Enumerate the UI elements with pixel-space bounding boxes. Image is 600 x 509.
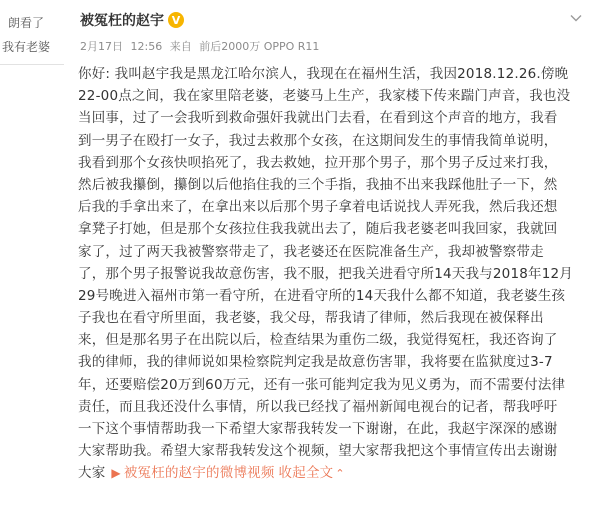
fragment-text-2: 我有老婆 bbox=[2, 40, 51, 54]
post-line: 家了，过了两天我被警察带走了，我老婆还在医院准备生产，我却被警察带走 bbox=[78, 243, 544, 260]
video-link[interactable] bbox=[111, 462, 274, 484]
post-line: 29号晚进入福州市第一看守所，在进看守所的14天我什么都不知道，我老婆生孩 bbox=[78, 287, 566, 304]
post-date[interactable]: 2月17日 bbox=[80, 40, 123, 53]
post-line: 你好: 我叫赵宇我是黑龙江哈尔滨人，我现在在福州生活，我因2018.12.26.傍晚 bbox=[78, 66, 569, 82]
verified-v-icon: V bbox=[168, 12, 184, 28]
post-line: 然后被我攥倒，攥倒以后他掐住我的三个手指，我抽不出来我踩他肚子一下，然 bbox=[78, 176, 558, 193]
post-line: 当回事，过了一会我听到救命强奸我就出门去看，在看到这个声音的地方，我看 bbox=[78, 110, 558, 127]
post-line: 责任，而且我还没什么事情，所以我已经找了福州新闻电视台的记者，帮我呼吁 bbox=[78, 398, 558, 415]
chevron-up-icon[interactable]: ⌃ bbox=[335, 467, 345, 481]
post-author[interactable] bbox=[80, 10, 184, 30]
post-line: 来，但是那名男子在出院以后，检查结果为重伤二级，我觉得冤枉，我还咨询了 bbox=[78, 332, 558, 349]
post-last-line bbox=[78, 462, 594, 484]
post-line: 到一男子在殴打一女子，我过去救那个女孩，在这期间发生的事情我简单说明， bbox=[78, 132, 558, 149]
collapse-text-link[interactable]: 收起全文 bbox=[278, 465, 334, 482]
video-play-icon: ▶ bbox=[111, 466, 121, 481]
previous-post-fragment bbox=[0, 0, 64, 509]
divider bbox=[0, 64, 64, 65]
post-line: 年，还要赔偿20万到60万元，还有一张可能判定我为见义勇为，而不需要付法律 bbox=[78, 376, 566, 393]
post-device: 前后2000万 OPPO R11 bbox=[199, 40, 320, 53]
post-meta bbox=[80, 38, 323, 54]
username[interactable]: 被冤枉的赵宇 bbox=[80, 13, 164, 29]
post-line: 一下这个事情帮助我一下希望大家帮我转发一下谢谢，在此，我赵宇深深的感谢 bbox=[78, 421, 558, 437]
video-link-label[interactable]: 被冤枉的赵宇的微博视频 bbox=[123, 465, 275, 482]
fragment-text-1: 朗看了 bbox=[8, 16, 45, 30]
post-source-label: 来自 bbox=[169, 40, 192, 53]
post-time[interactable]: 12:56 bbox=[130, 40, 163, 53]
post-body bbox=[78, 63, 594, 485]
post-line-end: 大家 bbox=[78, 465, 106, 482]
post-line: 了，那个男子报警说我故意伤害，我不服，把我关进看守所14天我与2018年12月 bbox=[78, 265, 574, 282]
post-line: 后我的手拿出来了，在拿出来以后那个男子拿着电话说找人弄死我，然后我还想 bbox=[78, 199, 558, 216]
post-line: 我看到那个女孩快呗掐死了，我去救她，拉开那个男子，那个男子反过来打我， bbox=[78, 154, 558, 171]
chevron-down-icon[interactable] bbox=[570, 12, 582, 24]
post-line: 拿凳子打她，但是那个女孩拉住我我就出去了，随后我老婆老叫我回家，我就回 bbox=[78, 221, 558, 238]
post-line: 大家帮助我。希望大家帮我转发这个视频，望大家帮我把这个事情宣传出去谢谢 bbox=[78, 443, 558, 460]
weibo-post bbox=[64, 0, 600, 509]
post-line: 22-00点之间，我在家里陪老婆，老婆马上生产，我家楼下传来踹门声音，我也没 bbox=[78, 88, 571, 105]
post-line: 子我也在看守所里面，我老婆，我父母，帮我请了律师，然后我现在被保释出 bbox=[78, 310, 544, 327]
post-line: 我的律师，我的律师说如果检察院判定我是故意伤害罪，我将要在监狱度过3-7 bbox=[78, 354, 553, 371]
